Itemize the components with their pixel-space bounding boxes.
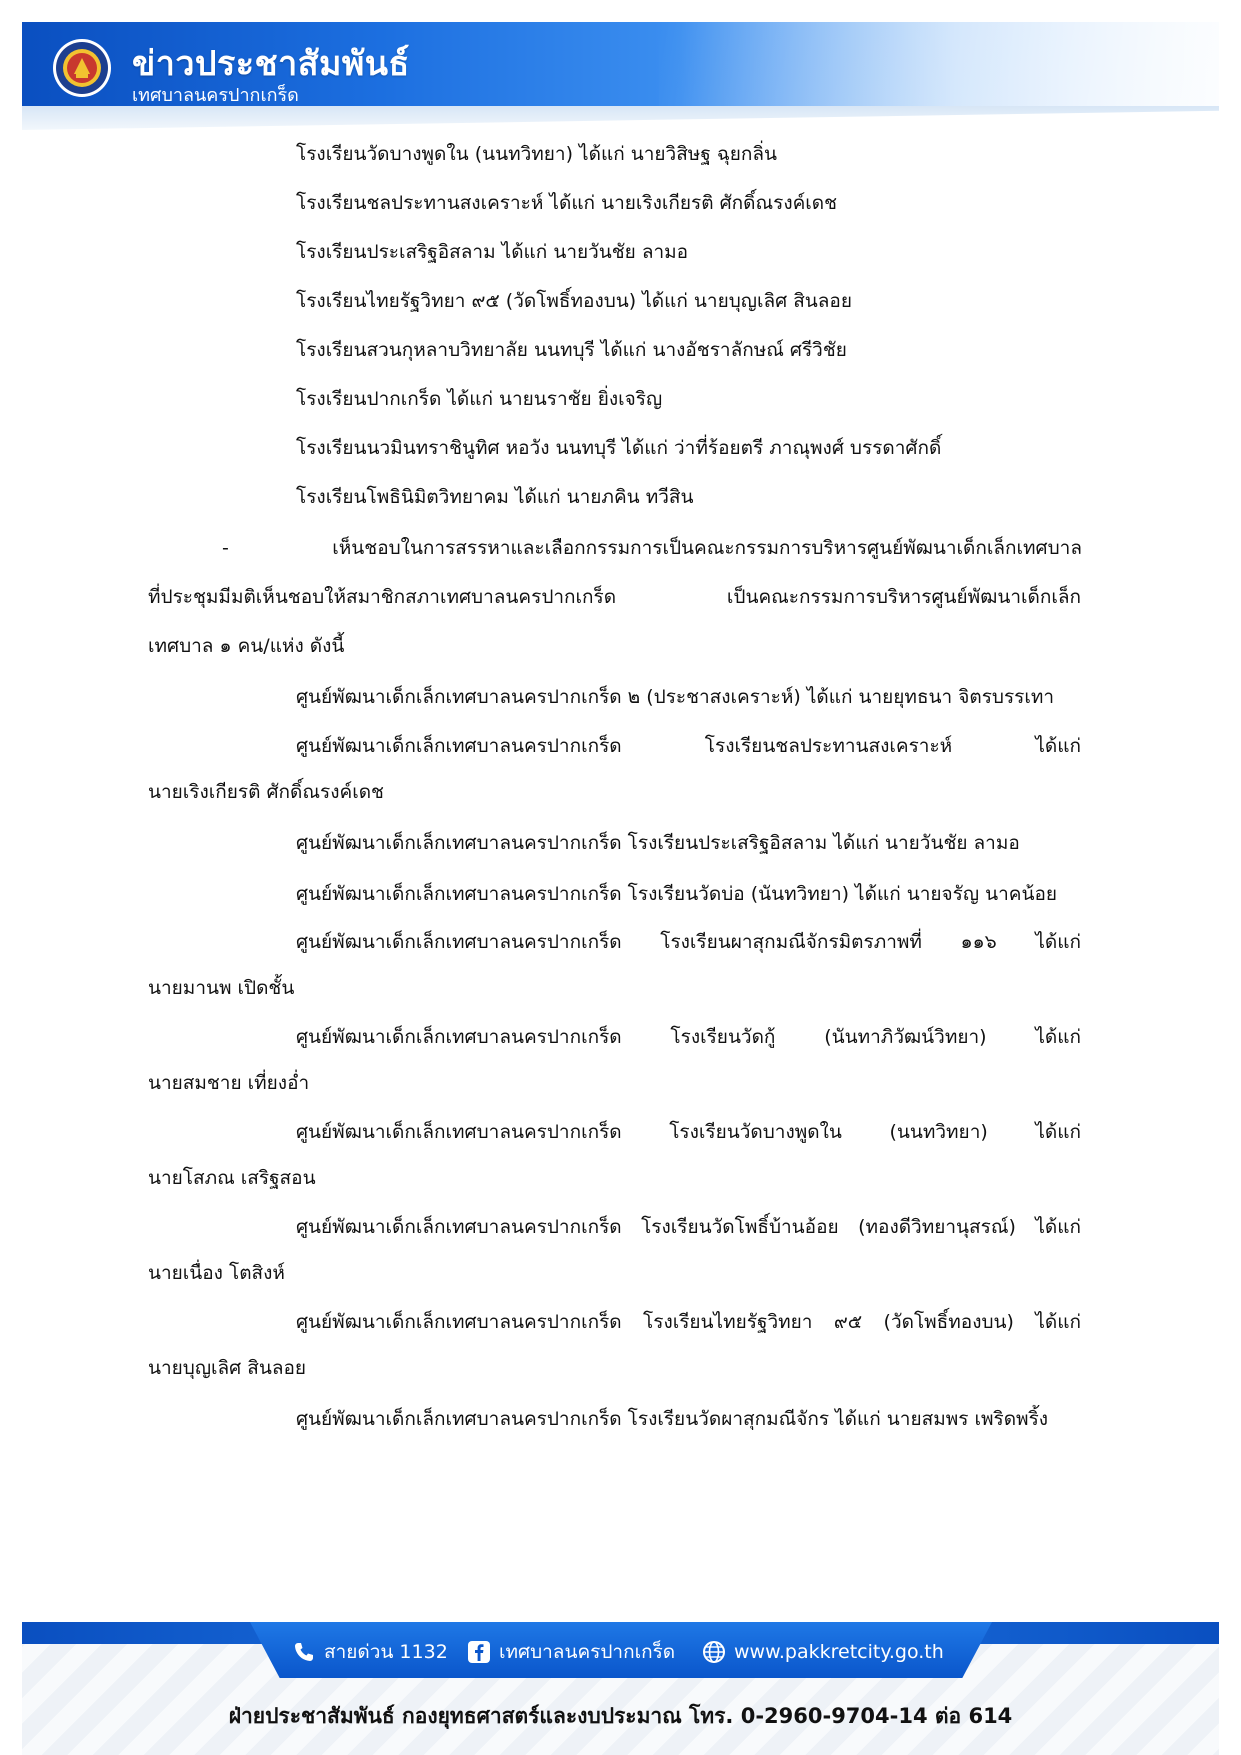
page-footer bbox=[22, 1622, 1219, 1755]
center-line: ศูนย์พัฒนาเด็กเล็กเทศบาลนครปากเกร็ด โรงเรียนวัดโพธิ์บ้านอ้อย (ทองดีวิทยานุสรณ์) ได้แก่ bbox=[296, 1216, 1081, 1238]
center-line: ศูนย์พัฒนาเด็กเล็กเทศบาลนครปากเกร็ด โรงเรียนวัดบางพูดใน (นนทวิทยา) ได้แก่ bbox=[296, 1121, 1081, 1143]
website-text: www.pakkretcity.go.th bbox=[734, 1641, 944, 1663]
school-line: โรงเรียนนวมินทราชินูทิศ หอวัง นนทบุรี ได้แก่ ว่าที่ร้อยตรี ภาณุพงศ์ บรรดาศักดิ์ bbox=[296, 437, 942, 459]
resolution-paragraph-line: ที่ประชุมมีมติเห็นชอบให้สมาชิกสภาเทศบาลนครปากเกร็ด เป็นคณะกรรมการบริหารศูนย์พัฒนาเด็กเล็ก bbox=[148, 586, 1081, 608]
footer-address: ฝ่ายประชาสัมพันธ์ กองยุทธศาสตร์และงบประมาณ โทร. 0-2960-9704-14 ต่อ 614 bbox=[228, 1704, 1013, 1728]
school-line: โรงเรียนชลประทานสงเคราะห์ ได้แก่ นายเริงเกียรติ ศักดิ์ณรงค์เดช bbox=[296, 192, 838, 214]
school-line: โรงเรียนไทยรัฐวิทยา ๙๕ (วัดโพธิ์ทองบน) ได้แก่ นายบุญเลิศ สินลอย bbox=[296, 290, 852, 312]
school-line: โรงเรียนวัดบางพูดใน (นนทวิทยา) ได้แก่ นายวิสิษฐ ฉุยกลิ่น bbox=[296, 143, 778, 165]
school-line: โรงเรียนโพธินิมิตวิทยาคม ได้แก่ นายภคิน ทวีสิน bbox=[296, 486, 694, 508]
municipal-seal-icon bbox=[52, 38, 112, 98]
phone-icon bbox=[292, 1640, 316, 1664]
facebook-text: เทศบาลนครปากเกร็ด bbox=[499, 1641, 676, 1663]
center-line-name: นายโสภณ เสริฐสอน bbox=[148, 1167, 316, 1189]
facebook-icon bbox=[467, 1640, 491, 1664]
center-line-name: นายบุญเลิศ สินลอย bbox=[148, 1357, 307, 1379]
header-title: ข่าวประชาสัมพันธ์ bbox=[132, 44, 410, 84]
center-line: ศูนย์พัฒนาเด็กเล็กเทศบาลนครปากเกร็ด โรงเรียนผาสุกมณีจักรมิตรภาพที่ ๑๑๖ ได้แก่ bbox=[296, 931, 1081, 953]
center-line: ศูนย์พัฒนาเด็กเล็กเทศบาลนครปากเกร็ด โรงเรียนไทยรัฐวิทยา ๙๕ (วัดโพธิ์ทองบน) ได้แก่ bbox=[296, 1311, 1081, 1333]
center-line-name: นายสมชาย เที่ยงอ่ำ bbox=[148, 1072, 310, 1094]
globe-icon bbox=[702, 1640, 726, 1664]
hotline-text: สายด่วน 1132 bbox=[324, 1641, 448, 1663]
header-stripe bbox=[22, 106, 1219, 130]
center-line: ศูนย์พัฒนาเด็กเล็กเทศบาลนครปากเกร็ด โรงเรียนประเสริฐอิสลาม ได้แก่ นายวันชัย ลามอ bbox=[296, 832, 1020, 854]
header-subtitle: เทศบาลนครปากเกร็ด bbox=[132, 85, 299, 106]
center-line: ศูนย์พัฒนาเด็กเล็กเทศบาลนครปากเกร็ด โรงเรียนวัดกู้ (นันทาภิวัฒน์วิทยา) ได้แก่ bbox=[296, 1026, 1081, 1048]
center-line: ศูนย์พัฒนาเด็กเล็กเทศบาลนครปากเกร็ด โรงเรียนวัดบ่อ (นันทวิทยา) ได้แก่ นายจรัญ นาคน้อย bbox=[296, 883, 1058, 905]
center-line: ศูนย์พัฒนาเด็กเล็กเทศบาลนครปากเกร็ด โรงเรียนชลประทานสงเคราะห์ ได้แก่ bbox=[296, 735, 1081, 757]
page-header bbox=[22, 0, 1219, 130]
center-line-name: นายเนื่อง โตสิงห์ bbox=[148, 1262, 285, 1284]
website-contact[interactable] bbox=[702, 1637, 944, 1667]
center-line-name: นายเริงเกียรติ ศักดิ์ณรงค์เดช bbox=[148, 781, 384, 803]
hotline-contact bbox=[292, 1637, 448, 1667]
resolution-paragraph-line: - เห็นชอบในการสรรหาและเลือกกรรมการเป็นคณะกรรมการบริหารศูนย์พัฒนาเด็กเล็กเทศบาล bbox=[222, 537, 1082, 559]
center-line: ศูนย์พัฒนาเด็กเล็กเทศบาลนครปากเกร็ด ๒ (ประชาสงเคราะห์) ได้แก่ นายยุทธนา จิตรบรรเทา bbox=[296, 686, 1055, 708]
school-line: โรงเรียนประเสริฐอิสลาม ได้แก่ นายวันชัย ลามอ bbox=[296, 241, 689, 263]
school-line: โรงเรียนปากเกร็ด ได้แก่ นายนราชัย ยิ่งเจริญ bbox=[296, 388, 663, 410]
school-line: โรงเรียนสวนกุหลาบวิทยาลัย นนทบุรี ได้แก่ นางอัชราลักษณ์ ศรีวิชัย bbox=[296, 339, 847, 361]
center-line-name: นายมานพ เปิดชั้น bbox=[148, 977, 295, 999]
resolution-paragraph-line: เทศบาล ๑ คน/แห่ง ดังนี้ bbox=[148, 635, 345, 657]
facebook-contact[interactable] bbox=[467, 1637, 675, 1667]
center-line: ศูนย์พัฒนาเด็กเล็กเทศบาลนครปากเกร็ด โรงเรียนวัดผาสุกมณีจักร ได้แก่ นายสมพร เพริดพริ้ง bbox=[296, 1408, 1049, 1430]
header-highlight bbox=[659, 22, 1219, 106]
